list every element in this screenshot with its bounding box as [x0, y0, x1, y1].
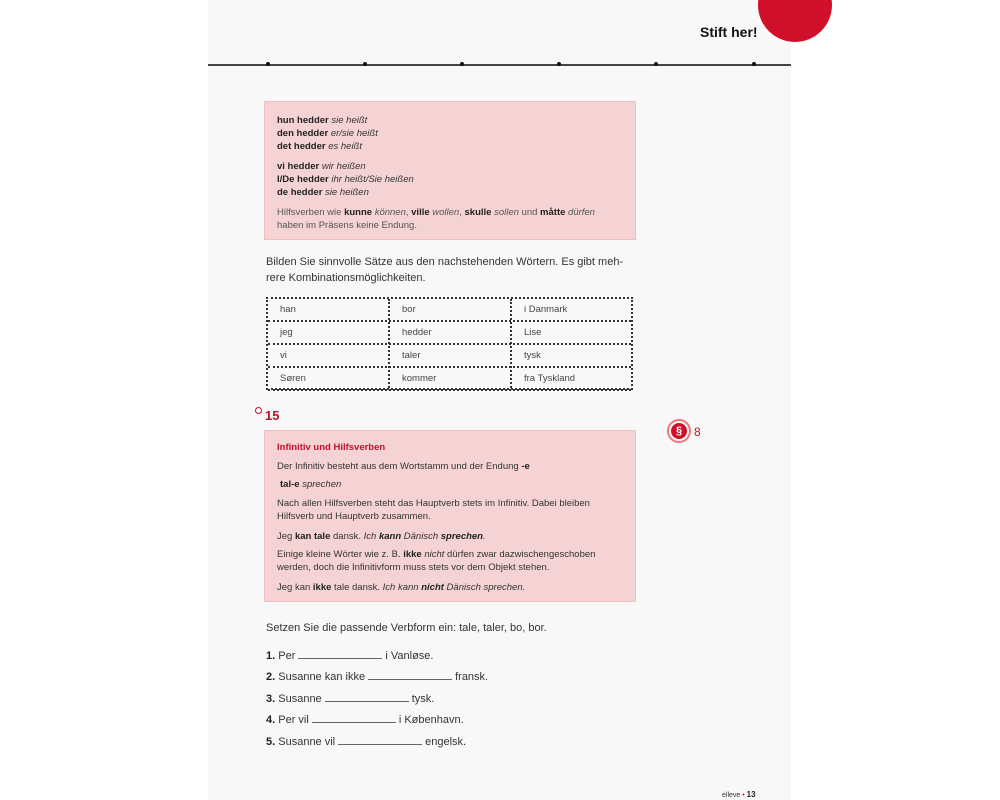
- list-item: 3. Susanne tysk.: [266, 693, 435, 705]
- rule-dot: [654, 62, 658, 66]
- rule-dot: [752, 62, 756, 66]
- answer-blank[interactable]: [325, 691, 409, 702]
- instruction-fill-in: Setzen Sie die passende Verbform ein: tale, taler, bo, bor.: [266, 622, 547, 634]
- conjugation-line: det hedder es heißt: [277, 141, 362, 152]
- conjugation-line: hun hedder sie heißt: [277, 115, 368, 126]
- rule-dot: [266, 62, 270, 66]
- grid-cell: hedder: [402, 327, 432, 338]
- grid-divider: [388, 299, 390, 388]
- grid-cell: taler: [402, 350, 421, 361]
- page-title: Stift her!: [700, 24, 758, 40]
- answer-blank[interactable]: [312, 712, 396, 723]
- table-row: [268, 322, 631, 345]
- table-row: [268, 299, 631, 322]
- box-example: Jeg kan ikke tale dansk. Ich kann nicht Dänisch sprechen.: [277, 582, 526, 593]
- conjugation-group-singular: [277, 114, 627, 153]
- grid-cell: bor: [402, 304, 416, 315]
- exercise-number: 15: [265, 408, 280, 423]
- grid-cell: han: [280, 304, 296, 315]
- grid-divider: [510, 299, 512, 388]
- grid-cell: i Danmark: [524, 304, 568, 315]
- header-rule: [208, 64, 791, 66]
- table-row: [268, 345, 631, 368]
- box-example: Jeg kan tale dansk. Ich kann Dänisch sprechen.: [277, 531, 486, 542]
- grid-cell: jeg: [280, 327, 293, 338]
- paragraph-reference-number: 8: [694, 425, 701, 439]
- page-footer: elleve • 13: [722, 790, 756, 799]
- grid-cell: fra Tyskland: [524, 373, 576, 384]
- auxiliary-verb-note: Hilfsverben wie kunne können, ville wollen, skulle sollen und måtte dürfen haben im Präsens keine Endung.: [277, 207, 595, 231]
- answer-blank[interactable]: [368, 669, 452, 680]
- conjugation-line: den hedder er/sie heißt: [277, 128, 378, 139]
- box-example: tal-e sprechen: [280, 479, 342, 490]
- answer-blank[interactable]: [298, 648, 382, 659]
- list-item: 4. Per vil i København.: [266, 714, 464, 726]
- box-paragraph: Nach allen Hilfsverben steht das Hauptverb stets im Infinitiv. Dabei bleiben Hilfsverb und Hauptverb zusammen.: [277, 498, 590, 522]
- grammar-box-infinitive: [264, 430, 636, 602]
- list-item: 5. Susanne vil engelsk.: [266, 736, 467, 748]
- exercise-bullet-icon: [255, 407, 262, 414]
- box-paragraph: Einige kleine Wörter wie z. B. ikke nicht dürfen zwar dazwischengeschoben werden, doch die Infinitivform muss stets vor dem Objekt stehen.: [277, 549, 596, 573]
- box-title: Infinitiv und Hilfsverben: [277, 442, 386, 453]
- conjugation-line: I/De hedder ihr heißt/Sie heißen: [277, 174, 414, 185]
- list-item: 1. Per i Vanløse.: [266, 650, 434, 662]
- grammar-box-conjugation: [264, 101, 636, 240]
- box-paragraph: Der Infinitiv besteht aus dem Wortstamm und der Endung -e: [277, 461, 530, 472]
- rule-dot: [460, 62, 464, 66]
- table-row: [268, 368, 631, 391]
- conjugation-line: vi hedder wir heißen: [277, 161, 366, 172]
- answer-blank[interactable]: [338, 734, 422, 745]
- list-item: 2. Susanne kan ikke fransk.: [266, 671, 489, 683]
- grid-cell: Søren: [280, 373, 306, 384]
- conjugation-group-plural: [277, 160, 627, 199]
- grid-cell: tysk: [524, 350, 541, 361]
- word-grid: [266, 297, 633, 390]
- grid-cell: kommer: [402, 373, 437, 384]
- conjugation-line: de hedder sie heißen: [277, 187, 369, 198]
- grid-cell: vi: [280, 350, 287, 361]
- rule-dot: [363, 62, 367, 66]
- instruction-build-sentences: Bilden Sie sinnvolle Sätze aus den nachstehenden Wörtern. Es gibt meh- rere Kombinationsmöglichkeiten.: [266, 256, 624, 284]
- paragraph-reference-icon[interactable]: §: [667, 419, 691, 443]
- rule-dot: [557, 62, 561, 66]
- grid-cell: Lise: [524, 327, 542, 338]
